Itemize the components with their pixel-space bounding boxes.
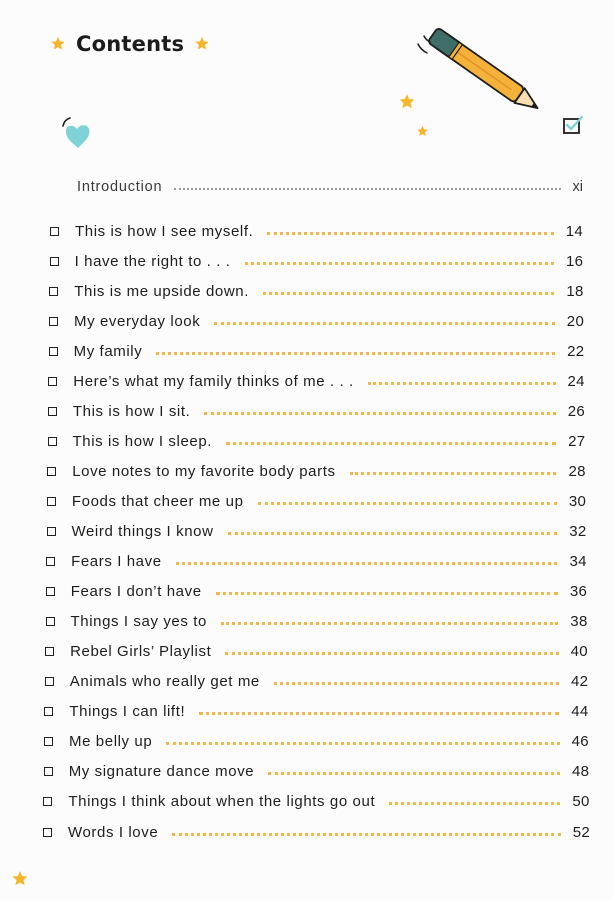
toc-entry-page: 26 — [567, 402, 586, 420]
toc-leader — [216, 592, 558, 595]
toc-entry-page: 18 — [566, 282, 584, 300]
toc-entry — [49, 309, 584, 333]
toc-entry — [44, 730, 589, 754]
toc-leader — [245, 262, 554, 265]
toc-leader — [225, 652, 558, 655]
checkbox-icon[interactable] — [47, 527, 56, 536]
toc-entry — [46, 610, 588, 634]
checkbox-icon[interactable] — [46, 557, 55, 566]
toc-entry-label: Me belly up — [69, 733, 153, 751]
toc-entry-label: Fears I don’t have — [70, 583, 202, 601]
toc-entry — [44, 700, 588, 724]
toc-entry — [45, 670, 589, 694]
checkbox-icon[interactable] — [47, 497, 56, 506]
checkbox-icon[interactable] — [44, 737, 53, 746]
toc-entry-label: Animals who really get me — [69, 673, 260, 691]
toc-entry-page: 52 — [572, 823, 590, 841]
toc-entry — [47, 459, 586, 483]
toc-entry-page: 32 — [569, 523, 587, 540]
toc-entry-label: This is how I sit. — [72, 402, 191, 420]
checkbox-icon[interactable] — [48, 407, 57, 416]
toc-entry-page: 34 — [569, 553, 587, 570]
toc-entry-label: Foods that cheer me up — [71, 492, 244, 510]
toc-entry-label: This is how I sleep. — [72, 432, 213, 450]
toc-entry — [50, 249, 584, 273]
toc-entry-page: 30 — [568, 492, 587, 510]
toc-entry-label: My signature dance move — [68, 763, 255, 781]
toc-leader — [263, 292, 554, 295]
toc-leader — [228, 532, 558, 535]
checkbox-icon[interactable] — [44, 707, 53, 716]
toc-entry-page: 46 — [571, 733, 589, 751]
toc-entry-label: Weird things I know — [71, 523, 214, 540]
toc-leader — [389, 802, 560, 805]
toc-leader — [226, 442, 556, 445]
toc-entry — [43, 820, 590, 844]
toc-entry-label: This is how I see myself. — [75, 222, 254, 240]
toc-entry-page: 28 — [568, 462, 586, 480]
toc-leader — [204, 412, 555, 415]
checkbox-icon[interactable] — [49, 347, 58, 356]
toc-entry-page: 44 — [571, 703, 589, 721]
toc-entry-page: 40 — [570, 643, 588, 661]
toc-leader — [214, 322, 554, 325]
toc-entry — [50, 219, 583, 243]
toc-entry-label: Things I can lift! — [69, 703, 186, 721]
toc-entry-page: 16 — [565, 252, 584, 270]
toc-entry — [48, 399, 585, 423]
checkbox-icon[interactable] — [45, 647, 54, 656]
toc-leader — [268, 772, 560, 775]
toc-entry-label: Rebel Girls’ Playlist — [70, 643, 212, 661]
toc-leader — [368, 382, 556, 385]
toc-entry-page: 50 — [572, 793, 590, 811]
toc-entry-page: 38 — [570, 613, 588, 631]
toc-entry — [45, 640, 588, 664]
toc-leader — [172, 833, 560, 836]
toc-entry — [46, 550, 587, 574]
toc-entry-label: This is me upside down. — [74, 282, 250, 300]
toc-leader — [221, 622, 558, 625]
toc-entry-page: 27 — [568, 432, 586, 450]
toc-entry-page: 36 — [569, 583, 588, 601]
checkbox-icon[interactable] — [48, 437, 57, 446]
toc-entry — [47, 520, 587, 544]
toc-entry-label: Things I think about when the lights go out — [68, 793, 376, 811]
toc-entry-label: My family — [73, 342, 143, 360]
checkbox-icon[interactable] — [43, 828, 52, 837]
toc-entry-page: 20 — [566, 312, 585, 330]
toc-leader — [258, 502, 557, 505]
toc-leader — [350, 472, 557, 475]
checkbox-icon[interactable] — [45, 677, 54, 686]
toc-leader — [274, 682, 559, 685]
toc-entry-page: 24 — [567, 372, 585, 390]
toc-entry-label: Love notes to my favorite body parts — [72, 462, 336, 480]
toc-leader — [166, 742, 559, 745]
toc-entry-page: 14 — [565, 222, 583, 240]
toc-entry-label: Things I say yes to — [70, 613, 207, 631]
checkbox-icon[interactable] — [49, 287, 58, 296]
toc-entry — [49, 279, 583, 303]
toc-intro-label: Introduction — [77, 179, 163, 195]
toc-entry — [49, 339, 585, 363]
toc-entry-page: 22 — [567, 342, 585, 360]
checkbox-icon[interactable] — [47, 467, 56, 476]
toc-entry-label: Here’s what my family thinks of me . . . — [73, 372, 354, 390]
checkbox-icon[interactable] — [46, 587, 55, 596]
toc-entry-page: 42 — [571, 673, 589, 691]
toc-leader — [156, 352, 555, 355]
toc-entry — [46, 580, 587, 604]
toc-entry — [43, 790, 589, 814]
checkbox-icon[interactable] — [44, 767, 53, 776]
checkbox-icon[interactable] — [46, 617, 55, 626]
toc-entry-label: My everyday look — [74, 312, 201, 330]
toc-entry — [47, 489, 586, 513]
toc-entry-label: Words I love — [68, 823, 159, 841]
checkbox-icon[interactable] — [43, 797, 52, 806]
checkbox-icon[interactable] — [50, 227, 59, 236]
toc-entry-page: 48 — [571, 763, 590, 781]
toc-leader — [176, 562, 558, 565]
checkbox-icon[interactable] — [49, 317, 58, 326]
toc-entry-label: I have the right to . . . — [74, 252, 231, 270]
toc-leader — [267, 232, 553, 235]
toc-entry — [48, 369, 585, 393]
toc-intro-page: xi — [572, 179, 583, 195]
page-title: Contents — [76, 32, 185, 56]
checkbox-icon[interactable] — [50, 257, 59, 266]
toc-entry-label: Fears I have — [71, 553, 162, 570]
toc-entry — [44, 760, 590, 784]
toc-entry — [48, 429, 586, 453]
toc-leader — [199, 712, 559, 715]
checkbox-icon[interactable] — [48, 377, 57, 386]
